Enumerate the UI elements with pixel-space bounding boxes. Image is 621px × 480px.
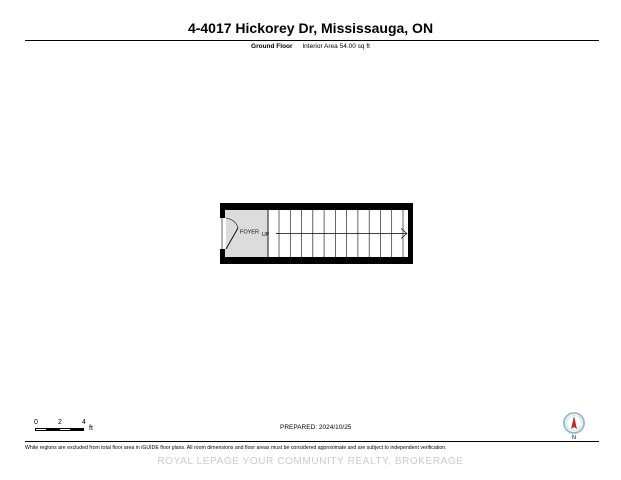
scale-label-0: 0 — [34, 419, 38, 426]
footer-divider — [25, 441, 599, 442]
prepared-date: PREPARED: 2024/10/25 — [280, 424, 352, 431]
disclaimer: White regions are excluded from total floor area in iGUIDE floor plans. All room dimensions and floor areas must be considered approximate and are subject to independent verification. — [25, 445, 447, 451]
door-opening — [220, 218, 226, 249]
scale-label-2: 2 — [58, 419, 62, 426]
scale-segment-4 — [71, 428, 84, 431]
scale-segment-3 — [59, 428, 71, 431]
page-title: 4-4017 Hickorey Dr, Mississauga, ON — [187, 20, 434, 36]
scale-segment-1 — [35, 428, 47, 431]
scale-bar — [34, 419, 104, 435]
watermark: ROYAL LEPAGE YOUR COMMUNITY REALTY, BROKERAGE — [157, 456, 464, 467]
compass-icon — [561, 412, 587, 440]
floor-name: Ground Floor — [251, 43, 293, 50]
scale-label-4: 4 — [82, 419, 86, 426]
compass-north-label: N — [572, 435, 576, 440]
interior-area: Interior Area 54.00 sq ft — [302, 43, 370, 50]
scale-segment-2 — [47, 428, 59, 431]
room-label-foyer: FOYER — [240, 229, 259, 236]
stair-label-up: UP — [262, 232, 270, 238]
scale-unit: ft — [89, 425, 93, 432]
